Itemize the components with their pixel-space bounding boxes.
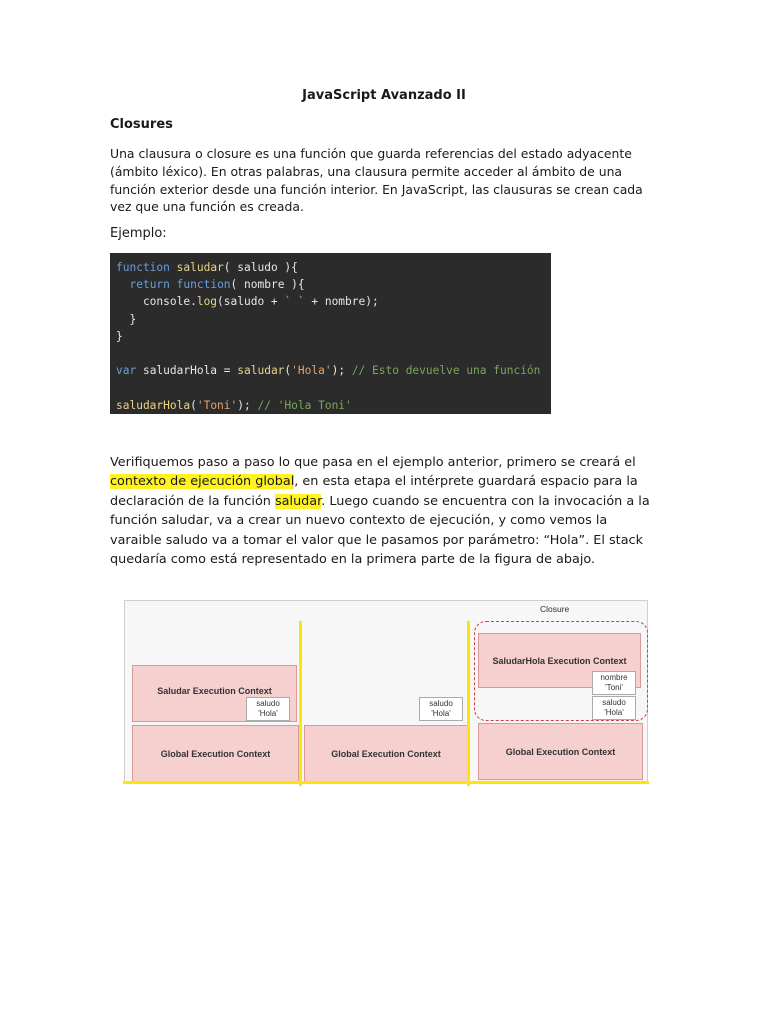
frame-label: Global Execution Context <box>160 748 271 759</box>
global-execution-context <box>304 725 468 782</box>
baseline-highlight <box>123 781 649 784</box>
saludo-variable-box <box>246 697 290 721</box>
frame-label: Global Execution Context <box>331 748 441 759</box>
document-title: JavaScript Avanzado II <box>302 88 466 103</box>
var-value: 'Hola' <box>431 709 451 718</box>
var-name: saludo <box>256 699 280 708</box>
execution-context-figure <box>120 594 651 792</box>
var-value: 'Hola' <box>604 708 624 717</box>
frame-label: Saludar Execution Context <box>157 686 272 696</box>
saludo-variable-box <box>419 697 463 721</box>
intro-paragraph: Una clausura o closure es una función que guarda referencias del estado adyacente (ámbito léxico). En otras palabras, una clausura permite acceder al ámbito de una función exterior desde una función interior. En JavaScript, las clausuras se crean cada vez que una función es creada. <box>110 146 643 215</box>
code-block <box>110 253 551 414</box>
var-name: saludo <box>602 698 626 707</box>
figure-canvas <box>124 600 648 784</box>
highlight-saludar: saludar <box>275 493 322 509</box>
var-value: 'Hola' <box>258 709 278 718</box>
code-line: console.log(saludo + ` ` + nombre); <box>116 295 379 309</box>
global-execution-context <box>478 723 643 780</box>
code-line <box>116 345 545 362</box>
saludo-variable-box <box>592 696 636 720</box>
code-line: saludarHola('Toni'); // 'Hola Toni' <box>116 398 352 412</box>
global-execution-context <box>132 725 299 782</box>
var-name: saludo <box>429 699 453 708</box>
example-label: Ejemplo: <box>110 226 167 241</box>
var-name: nombre <box>600 673 628 682</box>
section-heading: Closures <box>110 117 173 132</box>
separator-line <box>299 621 302 786</box>
frame-label: SaludarHola Execution Context <box>492 656 627 666</box>
code-line: function saludar( saludo ){ <box>116 261 298 274</box>
explanation-paragraph <box>110 453 650 569</box>
code-line: } <box>116 312 137 326</box>
highlight-global-context: contexto de ejecución global <box>110 474 295 490</box>
explanation-text: , en esta etapa el intérprete guardará espacio para la declaración de la función <box>110 474 638 509</box>
code-line: return function( nombre ){ <box>129 278 305 292</box>
code-line <box>116 379 545 396</box>
separator-line <box>467 621 470 786</box>
code-line: var saludarHola = saludar('Hola'); // Esto devuelve una función <box>116 364 541 378</box>
explanation-text: Verifiquemos paso a paso lo que pasa en el ejemplo anterior, primero se creará el <box>110 455 636 470</box>
code-line: } <box>116 329 123 343</box>
closure-label: Closure <box>540 604 570 614</box>
explanation-text: . Luego cuando se encuentra con la invocación a la función saludar, va a crear un nuevo contexto de ejecución, y como vemos la varaible saludo va a tomar el valor que le pasamos por parámetro: “Hola”. El stack quedaría como está representado en la primera parte de la figura de abajo. <box>110 493 650 568</box>
var-value: 'Toni' <box>605 683 623 692</box>
nombre-variable-box <box>592 671 636 695</box>
frame-label: Global Execution Context <box>505 746 616 757</box>
